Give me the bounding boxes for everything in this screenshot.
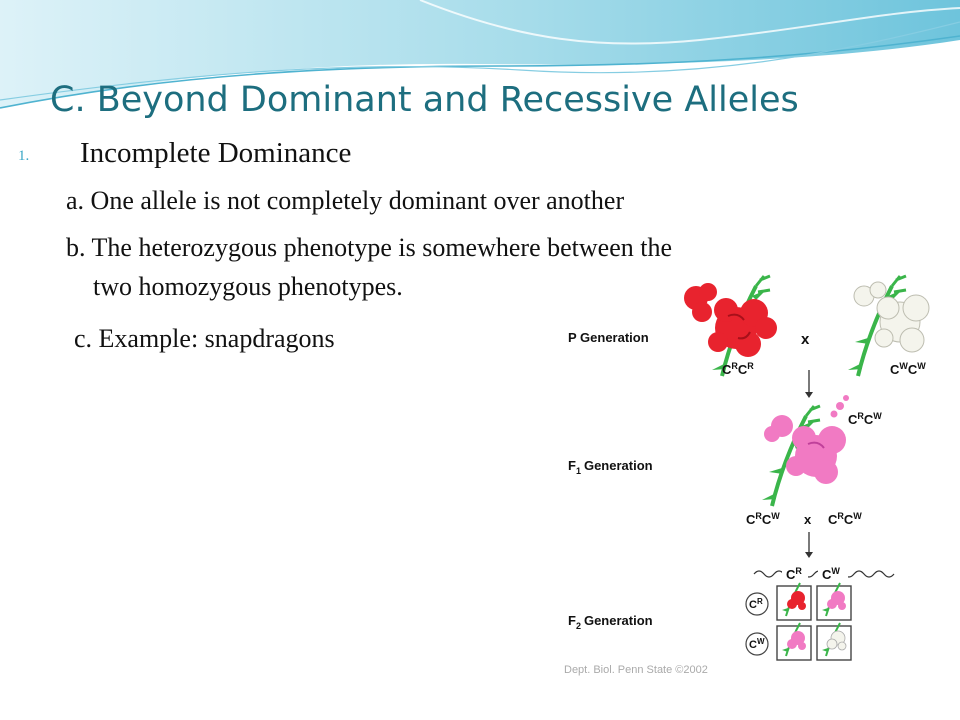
point-b-line1: b. The heterozygous phenotype is somewhere between the xyxy=(66,233,672,262)
gamete-red-left: $C^R$ xyxy=(749,597,763,611)
gamete-red-top: $C^R$ xyxy=(786,566,802,582)
cross-symbol-p: x xyxy=(801,331,810,348)
f1-generation-label: $F_1$ Generation xyxy=(568,458,653,476)
p-generation-label: P Generation xyxy=(568,330,649,345)
diagram-credit: Dept. Biol. Penn State ©2002 xyxy=(564,664,708,676)
genotype-f1-cross-right: $C^RC^W$ xyxy=(828,511,862,527)
subheading-incomplete-dominance: Incomplete Dominance xyxy=(80,137,352,169)
genotype-f1: $C^RC^W$ xyxy=(848,411,882,427)
genotype-white-white: $C^WC^W$ xyxy=(890,361,926,377)
point-c: c. Example: snapdragons xyxy=(74,324,335,353)
cross-symbol-f1: x xyxy=(804,512,812,527)
gamete-white-left: $C^W$ xyxy=(749,637,765,651)
slide-title: C. Beyond Dominant and Recessive Alleles xyxy=(50,80,799,120)
list-number: 1. xyxy=(18,148,30,164)
gamete-white-top: $C^W$ xyxy=(822,566,840,582)
snapdragon-cross-diagram xyxy=(560,258,945,686)
point-a: a. One allele is not completely dominant over another xyxy=(66,186,625,215)
point-b-line2: two homozygous phenotypes. xyxy=(93,272,403,301)
genotype-red-red: $C^RC^R$ xyxy=(722,361,754,377)
f2-generation-label: $F_2$ Generation xyxy=(568,613,653,631)
pink-snapdragon-f1 xyxy=(762,395,849,506)
genotype-f1-cross-left: $C^RC^W$ xyxy=(746,511,780,527)
punnett-square xyxy=(777,583,851,660)
